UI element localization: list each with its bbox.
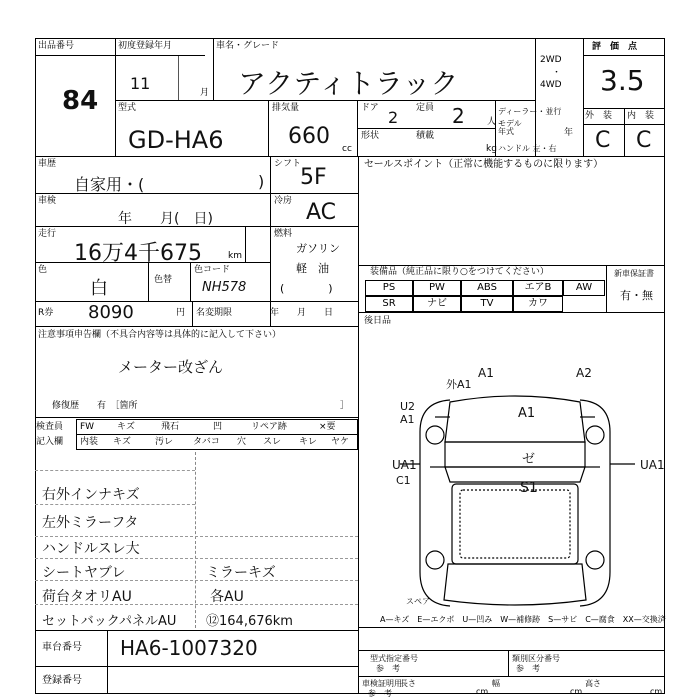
kg-unit: kg: [486, 144, 497, 154]
door-label: ドア: [361, 103, 379, 113]
ac-value: AC: [306, 200, 337, 225]
inspector-required: ×要: [319, 422, 336, 432]
recycle-value: 8090: [88, 302, 134, 323]
height-cm: cm: [650, 687, 663, 696]
sales-point-label: セールスポイント（正常に機能するものに限ります）: [364, 159, 604, 170]
dealer-label: ディーラー・並行: [498, 107, 562, 116]
equip-abs[interactable]: ABS: [461, 280, 513, 296]
repair-close: ］: [340, 401, 350, 411]
color-change-label: 色替: [154, 275, 173, 285]
color-value: 白: [90, 278, 108, 299]
fuel-gasoline: ガソリン: [296, 242, 340, 255]
cert-ref: 参 考: [368, 689, 392, 698]
first-reg-month: 11: [130, 74, 151, 93]
inspector-dent: 凹: [213, 422, 223, 432]
mark-a1-top: A1: [478, 366, 494, 380]
mileage-value: 16万4千675: [74, 241, 202, 266]
equip-sr[interactable]: SR: [365, 296, 413, 312]
fuel-other: ( ): [280, 282, 333, 295]
model-year-label: モデル年式: [498, 119, 522, 136]
remark-4: シートヤブレ: [42, 565, 126, 581]
color-code-value: NH578: [202, 280, 247, 295]
car-damage-diagram: [390, 372, 640, 622]
shift-value: 5F: [300, 165, 327, 190]
inspector-hole: 穴: [237, 437, 247, 447]
mark-s1: S1: [520, 480, 538, 496]
type-class-label: 類別区分番号: [512, 654, 560, 663]
interior-grade: C: [636, 128, 652, 153]
inspector-burn: ヤケ: [331, 437, 350, 447]
type-spec-label: 型式指定番号: [370, 654, 418, 663]
cc-unit: cc: [342, 144, 352, 154]
capacity-label: 定員: [416, 103, 435, 113]
width-label: 幅: [492, 679, 500, 688]
displacement-value: 660: [288, 124, 330, 149]
equipment-label: 装備品（純正品に限り○をつけてください）: [370, 267, 549, 277]
km-unit: km: [228, 251, 242, 261]
history-label: 車歴: [38, 159, 57, 169]
mark-a1-left: A1: [400, 413, 415, 426]
fuel-diesel: 軽 油: [296, 262, 329, 275]
inspection-value: 年 月( 日): [118, 211, 213, 227]
equip-tv[interactable]: TV: [461, 296, 513, 312]
inspector-stone: 飛石: [161, 422, 180, 432]
lot-number: 84: [62, 86, 99, 116]
inspector-scratch: キズ: [117, 422, 135, 432]
inspector-tobacco: タバコ: [193, 437, 220, 447]
person-unit: 人: [487, 117, 497, 127]
mark-spare: スペア: [406, 597, 430, 606]
remark-right-2: 各AU: [210, 589, 244, 605]
equip-leather[interactable]: カワ: [513, 296, 563, 312]
interior-label: 内 装: [627, 111, 655, 121]
repair-label: 修復歴 有 ［箇所: [52, 401, 138, 411]
mark-a1-hood: A1: [518, 406, 536, 421]
shift-label: シフト: [274, 159, 302, 169]
mark-glass: ゼ: [522, 452, 536, 467]
history-value: 自家用・(: [74, 175, 145, 194]
lot-label: 出品番号: [38, 41, 75, 51]
new-warranty-label: 新車保証書: [614, 269, 654, 278]
drive-4wd: 4WD: [540, 80, 562, 90]
score-value: 3.5: [600, 64, 645, 97]
inspector-row-1: [76, 419, 358, 435]
color-code-label: 色コード: [194, 265, 231, 275]
car-name-label: 車名・グレード: [216, 41, 280, 51]
displacement-label: 排気量: [272, 103, 300, 113]
chassis-value: HA6-1007320: [120, 636, 258, 660]
registration-label: 登録番号: [42, 675, 82, 686]
handle-label: ハンドル 左・右: [498, 144, 557, 153]
type-spec-ref: 参 考: [376, 664, 400, 673]
type-class-ref: 参 考: [516, 664, 540, 673]
mark-ua1-right: UA1: [640, 458, 665, 472]
ac-label: 冷房: [274, 196, 293, 206]
drive-dot: ・: [552, 68, 562, 78]
equip-navi[interactable]: ナビ: [413, 296, 461, 312]
mark-a2-top: A2: [576, 366, 592, 380]
exterior-label: 外 装: [585, 111, 613, 121]
color-label: 色: [38, 265, 48, 275]
first-reg-label: 初度登録年月: [118, 41, 173, 51]
drive-2wd: 2WD: [540, 55, 562, 65]
inspector-fw: FW: [80, 422, 95, 432]
remark-6: セットバックパネルAU: [42, 614, 177, 629]
inspector-wear: スレ: [263, 437, 282, 447]
model-value: GD-HA6: [128, 126, 224, 154]
width-cm: cm: [570, 687, 583, 696]
inspector-repair: リペア跡: [251, 422, 287, 432]
car-name: アクティトラック: [238, 67, 459, 100]
score-label: 評 価 点: [592, 42, 638, 52]
remark-1: 右外インナキズ: [42, 487, 140, 503]
remark-2: 左外ミラーフタ: [42, 515, 139, 531]
length-label: 長さ: [400, 679, 416, 688]
shape-label: 形状: [361, 131, 380, 141]
month-unit: 月: [200, 88, 210, 98]
history-close: ): [258, 172, 265, 191]
notes-label: 注意事項申告欄（不具合内容等は具体的に記入して下さい）: [38, 330, 282, 340]
equip-aw[interactable]: AW: [563, 280, 605, 296]
equip-ps[interactable]: PS: [365, 280, 413, 296]
year-unit: 年: [564, 128, 574, 138]
rear-items-label: 後日品: [364, 316, 392, 326]
cert-label: 車検証明用: [362, 679, 402, 688]
warranty-value[interactable]: 有・無: [620, 289, 653, 302]
name-change-value: 年 月 日: [270, 308, 334, 318]
record-label: 記入欄: [36, 437, 64, 447]
load-label: 積載: [416, 131, 435, 141]
chassis-label: 車台番号: [42, 642, 82, 653]
exterior-grade: C: [595, 128, 611, 153]
mark-ua1-left: UA1: [392, 458, 417, 472]
remark-right-1: ミラーキズ: [206, 565, 276, 581]
remark-right-3: ⑫164,676km: [206, 614, 293, 629]
remark-3: ハンドルスレ大: [42, 541, 140, 557]
inspector-interior-scratch: キズ: [113, 437, 131, 447]
inspector-row-2: [76, 434, 358, 450]
capacity-value: 2: [452, 104, 465, 128]
recycle-label: R券: [38, 308, 54, 318]
equip-pw[interactable]: PW: [413, 280, 461, 296]
yen-unit: 円: [176, 308, 186, 318]
fuel-label: 燃料: [274, 229, 293, 239]
door-value: 2: [388, 108, 399, 127]
damage-legend: A—キズ E—エクボ U—凹み W—補修跡 S—サビ C—腐食 XX—交換済: [380, 615, 666, 624]
inspector-interior: 内装: [80, 437, 99, 447]
length-cm: cm: [476, 687, 489, 696]
inspection-label: 車検: [38, 196, 57, 206]
model-label: 型式: [118, 103, 137, 113]
height-label: 高さ: [585, 679, 601, 688]
inspector-label: 検査員: [36, 422, 64, 432]
inspector-cut: キレ: [299, 437, 317, 447]
name-change-label: 名変期限: [196, 308, 233, 318]
inspector-dirt: 汚レ: [155, 437, 174, 447]
equip-airbag[interactable]: エアB: [513, 280, 563, 296]
remark-5: 荷台タオリAU: [42, 589, 132, 605]
mark-c1: C1: [396, 474, 411, 487]
mileage-label: 走行: [38, 229, 57, 239]
mark-u2: U2: [400, 400, 416, 413]
notes-value: メーター改ざん: [118, 358, 224, 376]
mark-outer-a1: 外A1: [446, 378, 472, 391]
